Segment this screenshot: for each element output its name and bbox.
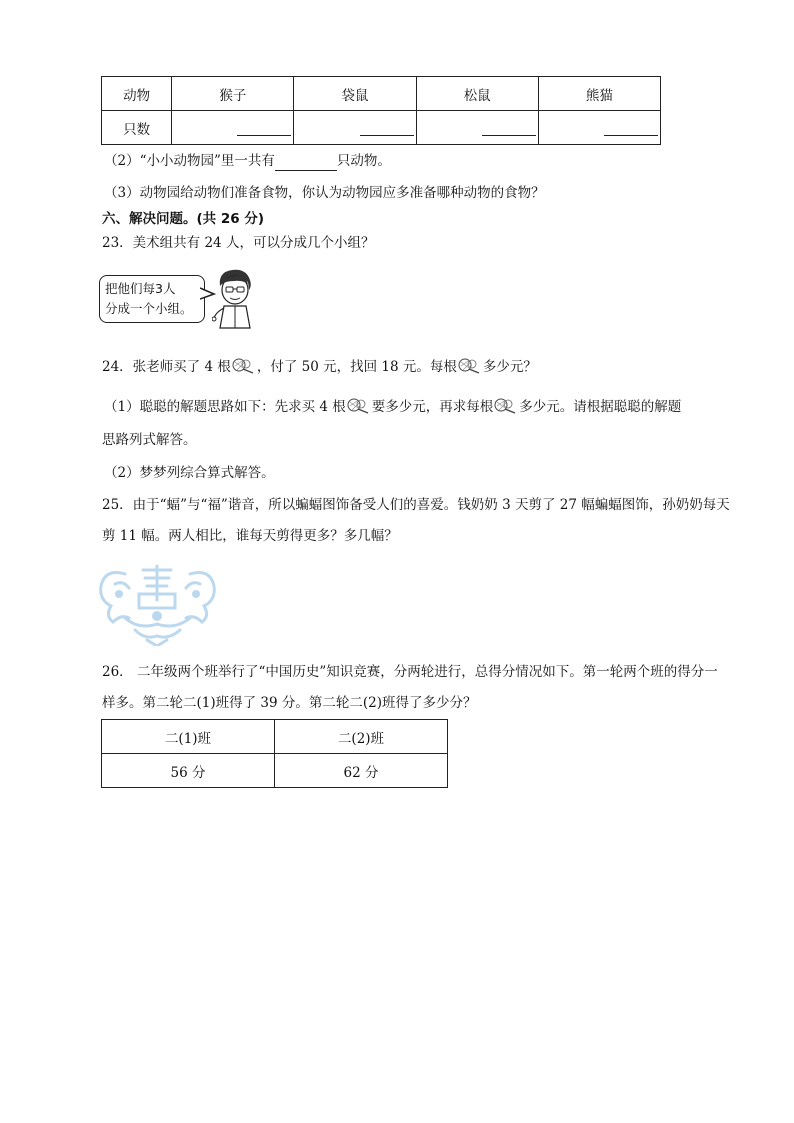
- badminton-racket-icon: [231, 357, 257, 375]
- score-value-class1: 56 分: [102, 754, 275, 788]
- q24-sub1: （1）聪聪的解题思路如下：先求买 4 根 要多少元，再求每根 多少元。请根据聪聪的解题: [104, 399, 682, 415]
- q23-text: 23．美术组共有 24 人，可以分成几个小组？: [102, 235, 375, 251]
- total-animals-blank[interactable]: [275, 155, 337, 171]
- badminton-racket-icon: [457, 357, 483, 375]
- answer-blank[interactable]: [482, 121, 536, 136]
- count-cell-panda[interactable]: [538, 111, 660, 145]
- q25-line1: 25．由于“蝠”与“福”谐音，所以蝙蝠图饰备受人们的喜爱。钱奶奶 3 天剪了 27 幅蝙蝠图饰，孙奶奶每天: [102, 497, 730, 513]
- q26-line1: 26． 二年级两个班举行了“中国历史”知识竞赛，分两轮进行，总得分情况如下。第一轮两个班的得分一: [102, 664, 718, 680]
- answer-blank[interactable]: [604, 121, 658, 136]
- count-cell-kangaroo[interactable]: [294, 111, 416, 145]
- q22-part2: （2）“小小动物园”里一共有 只动物。: [104, 153, 391, 169]
- section-title: 六、解决问题。(共 26 分): [102, 211, 265, 227]
- badminton-racket-icon: [493, 397, 519, 415]
- table-header-squirrel: 松鼠: [416, 77, 538, 111]
- count-cell-squirrel[interactable]: [416, 111, 538, 145]
- score-header-class1: 二(1)班: [102, 720, 275, 754]
- q22-part3: （3）动物园给动物们准备食物，你认为动物园应多准备哪种动物的食物？: [104, 185, 545, 201]
- bat-ornament-icon: [95, 560, 220, 646]
- answer-blank[interactable]: [237, 121, 291, 136]
- q24-text: 24．张老师买了 4 根 ，付了 50 元，找回 18 元。每根 多少元？: [102, 359, 537, 375]
- table-header-kangaroo: 袋鼠: [294, 77, 416, 111]
- bubble-line-2: 分成一个小组。: [105, 301, 193, 316]
- speech-bubble: [99, 275, 205, 323]
- badminton-racket-icon: [346, 397, 372, 415]
- animal-count-table: [101, 76, 661, 145]
- boy-icon: [212, 266, 258, 332]
- bubble-line-1: 把他们每3人: [105, 281, 176, 296]
- table-row-label-count: 只数: [102, 111, 172, 145]
- q26-line2: 样多。第二轮二(1)班得了 39 分。第二轮二(2)班得了多少分？: [102, 695, 477, 711]
- score-header-class2: 二(2)班: [275, 720, 448, 754]
- q25-line2: 剪 11 幅。两人相比，谁每天剪得更多？多几幅？: [102, 528, 398, 544]
- table-header-panda: 熊猫: [538, 77, 660, 111]
- table-header-animal: 动物: [102, 77, 172, 111]
- answer-blank[interactable]: [360, 121, 414, 136]
- class-score-table: [101, 719, 448, 788]
- score-value-class2: 62 分: [275, 754, 448, 788]
- q24-sub2: （2）梦梦列综合算式解答。: [104, 465, 275, 481]
- table-header-monkey: 猴子: [172, 77, 294, 111]
- q24-sub1-line2: 思路列式解答。: [102, 432, 197, 448]
- count-cell-monkey[interactable]: [172, 111, 294, 145]
